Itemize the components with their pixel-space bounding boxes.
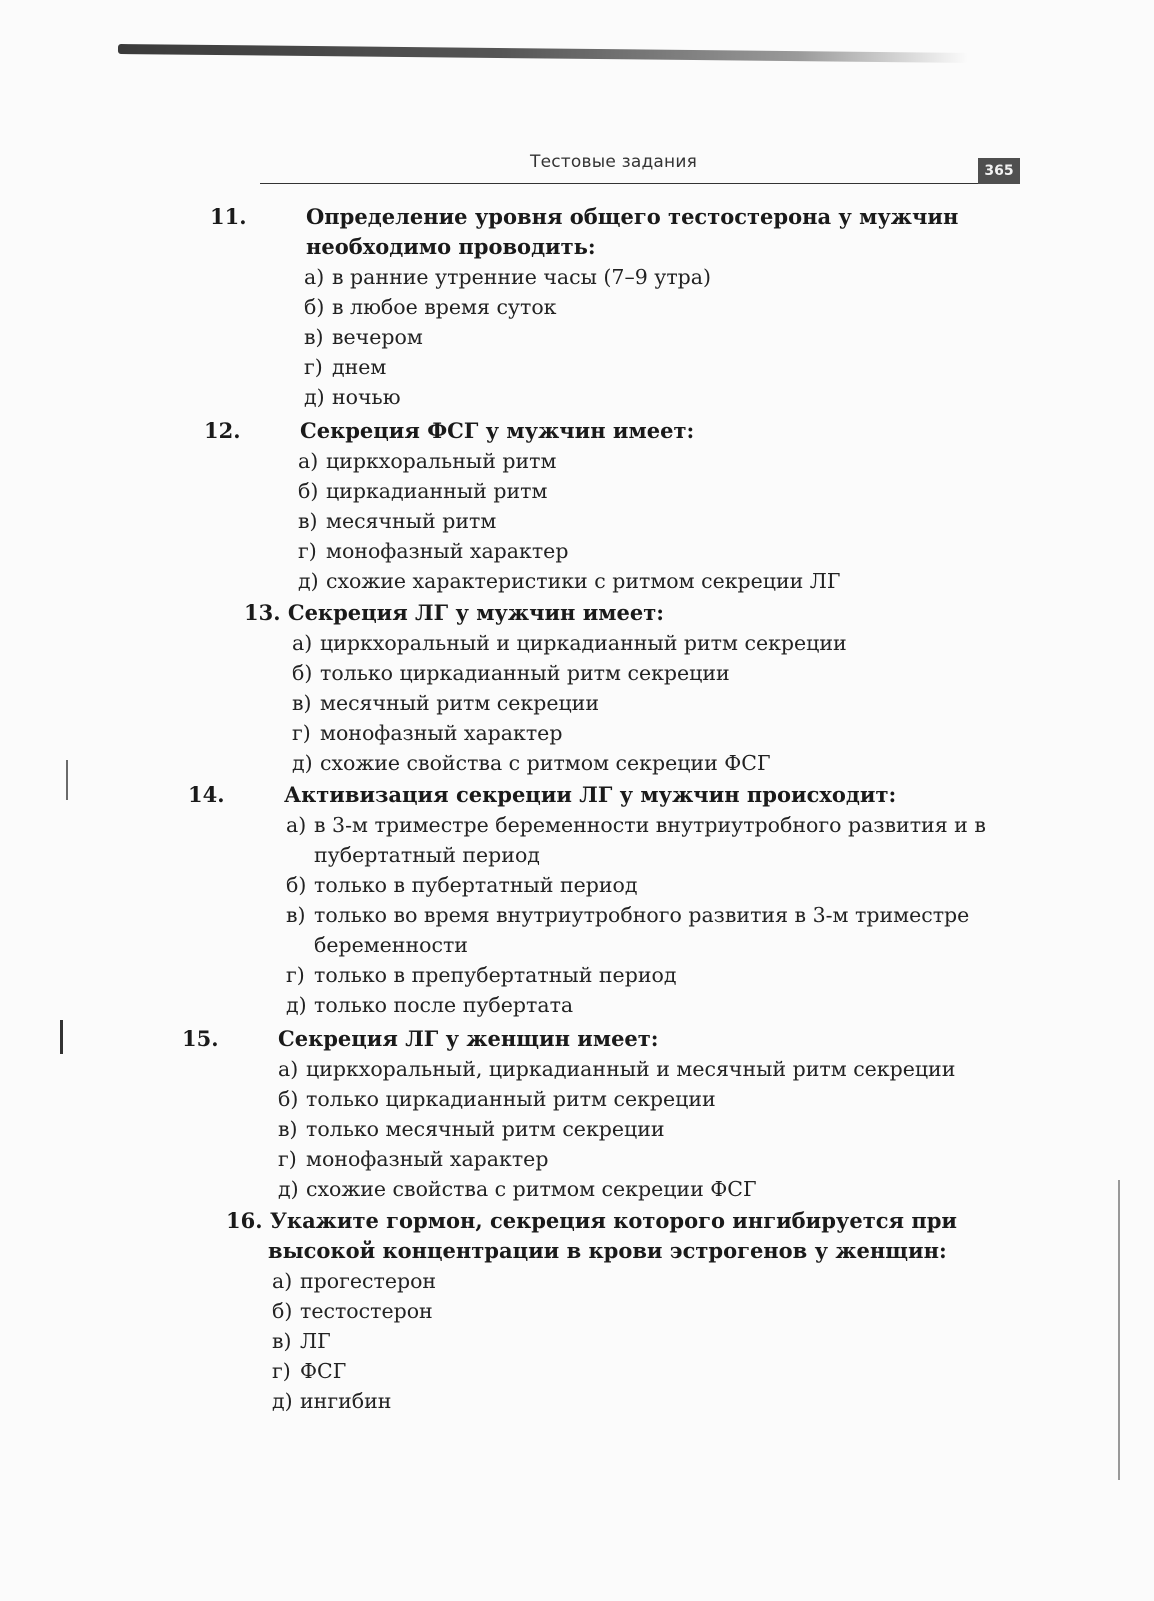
option-item bbox=[286, 990, 986, 1020]
option-letter: д) bbox=[272, 1389, 293, 1413]
option-letter: г) bbox=[304, 355, 323, 379]
question-number: 14. bbox=[188, 782, 225, 807]
option-text: только месячный ритм секреции bbox=[306, 1117, 665, 1141]
option-item bbox=[272, 1326, 986, 1356]
question-number: 11. bbox=[210, 204, 247, 229]
option-item bbox=[298, 446, 1012, 476]
option-item bbox=[304, 382, 1008, 412]
option-text: циркхоральный ритм bbox=[326, 449, 557, 473]
question-text: Укажите гормон, секреция которого ингибируется при высокой концентрации в крови эстрогенов у женщин: bbox=[268, 1208, 957, 1263]
option-letter: а) bbox=[286, 813, 307, 837]
option-letter: б) bbox=[286, 873, 307, 897]
option-text: днем bbox=[332, 355, 387, 379]
option-text: только циркадианный ритм секреции bbox=[320, 661, 730, 685]
option-item bbox=[304, 262, 1008, 292]
option-item bbox=[298, 476, 1012, 506]
question-heading bbox=[204, 416, 1012, 446]
question-text: Секреция ЛГ у женщин имеет: bbox=[278, 1026, 659, 1051]
option-list bbox=[286, 810, 986, 1020]
option-text: месячный ритм секреции bbox=[320, 691, 599, 715]
option-letter: г) bbox=[298, 539, 317, 563]
question-number: 13. bbox=[244, 600, 281, 625]
option-item bbox=[272, 1296, 986, 1326]
option-text: тестостерон bbox=[300, 1299, 433, 1323]
option-item bbox=[298, 566, 1012, 596]
option-item bbox=[304, 352, 1008, 382]
option-text: только в препубертатный период bbox=[314, 963, 677, 987]
question-15 bbox=[182, 1024, 990, 1204]
question-heading bbox=[188, 780, 996, 810]
option-item bbox=[272, 1266, 986, 1296]
question-14 bbox=[188, 780, 996, 1020]
question-heading bbox=[244, 598, 1004, 628]
option-letter: в) bbox=[292, 691, 312, 715]
option-letter: в) bbox=[286, 903, 306, 927]
option-text: только после пубертата bbox=[314, 993, 574, 1017]
option-letter: а) bbox=[278, 1057, 299, 1081]
option-letter: д) bbox=[292, 751, 313, 775]
question-heading bbox=[210, 202, 1008, 262]
option-text: в любое время суток bbox=[332, 295, 557, 319]
option-item bbox=[292, 628, 1004, 658]
option-letter: г) bbox=[286, 963, 305, 987]
question-number: 12. bbox=[204, 418, 241, 443]
option-letter: а) bbox=[292, 631, 313, 655]
option-text: вечером bbox=[332, 325, 423, 349]
option-letter: в) bbox=[304, 325, 324, 349]
option-text: только во время внутриутробного развития в 3-м триместре беременности bbox=[314, 903, 970, 957]
option-text: циркхоральный, циркадианный и месячный ритм секреции bbox=[306, 1057, 956, 1081]
option-letter: в) bbox=[278, 1117, 298, 1141]
option-list bbox=[292, 628, 1004, 778]
option-item bbox=[278, 1144, 990, 1174]
option-text: месячный ритм bbox=[326, 509, 497, 533]
option-item bbox=[286, 810, 986, 870]
option-item bbox=[298, 506, 1012, 536]
question-heading bbox=[182, 1024, 990, 1054]
option-text: монофазный характер bbox=[306, 1147, 549, 1171]
question-13 bbox=[244, 598, 1004, 778]
option-text: в 3-м триместре беременности внутриутробного развития и в пубертатный период bbox=[314, 813, 986, 867]
question-text: Активизация секреции ЛГ у мужчин происходит: bbox=[284, 782, 897, 807]
option-letter: в) bbox=[298, 509, 318, 533]
option-item bbox=[278, 1084, 990, 1114]
option-text: только в пубертатный период bbox=[314, 873, 638, 897]
question-12 bbox=[204, 416, 1012, 596]
option-letter: а) bbox=[304, 265, 325, 289]
option-letter: б) bbox=[272, 1299, 293, 1323]
page-number-badge: 365 bbox=[978, 158, 1020, 184]
option-item bbox=[278, 1114, 990, 1144]
option-text: монофазный характер bbox=[320, 721, 563, 745]
option-letter: д) bbox=[298, 569, 319, 593]
option-text: только циркадианный ритм секреции bbox=[306, 1087, 716, 1111]
header-title: Тестовые задания bbox=[530, 152, 698, 172]
option-text: ночью bbox=[332, 385, 401, 409]
question-heading bbox=[226, 1206, 986, 1266]
option-item bbox=[292, 688, 1004, 718]
option-item bbox=[292, 658, 1004, 688]
option-item bbox=[298, 536, 1012, 566]
question-16 bbox=[226, 1206, 986, 1416]
option-text: монофазный характер bbox=[326, 539, 569, 563]
question-text: Определение уровня общего тестостерона у мужчин необходимо проводить: bbox=[306, 204, 959, 259]
question-number: 16. bbox=[226, 1208, 263, 1233]
option-item bbox=[304, 322, 1008, 352]
option-text: циркадианный ритм bbox=[326, 479, 548, 503]
option-letter: д) bbox=[304, 385, 325, 409]
option-letter: д) bbox=[278, 1177, 299, 1201]
option-letter: г) bbox=[278, 1147, 297, 1171]
option-item bbox=[286, 900, 986, 960]
option-item bbox=[272, 1386, 986, 1416]
option-letter: а) bbox=[298, 449, 319, 473]
option-list bbox=[272, 1266, 986, 1416]
option-text: схожие свойства с ритмом секреции ФСГ bbox=[306, 1177, 757, 1201]
option-text: в ранние утренние часы (7–9 утра) bbox=[332, 265, 712, 289]
option-text: ЛГ bbox=[300, 1329, 331, 1353]
option-text: схожие свойства с ритмом секреции ФСГ bbox=[320, 751, 771, 775]
option-list bbox=[298, 446, 1012, 596]
question-text: Секреция ЛГ у мужчин имеет: bbox=[287, 600, 665, 625]
option-letter: г) bbox=[292, 721, 311, 745]
option-letter: б) bbox=[292, 661, 313, 685]
option-text: циркхоральный и циркадианный ритм секреции bbox=[320, 631, 847, 655]
option-text: прогестерон bbox=[300, 1269, 437, 1293]
option-text: ингибин bbox=[300, 1389, 392, 1413]
option-item bbox=[292, 718, 1004, 748]
option-letter: б) bbox=[304, 295, 325, 319]
question-11 bbox=[210, 202, 1008, 412]
option-list bbox=[278, 1054, 990, 1204]
option-item bbox=[278, 1174, 990, 1204]
option-letter: а) bbox=[272, 1269, 293, 1293]
option-item bbox=[292, 748, 1004, 778]
question-number: 15. bbox=[182, 1026, 219, 1051]
option-item bbox=[286, 870, 986, 900]
option-item bbox=[304, 292, 1008, 322]
option-text: ФСГ bbox=[300, 1359, 347, 1383]
option-list bbox=[304, 262, 1008, 412]
option-letter: г) bbox=[272, 1359, 291, 1383]
option-letter: б) bbox=[278, 1087, 299, 1111]
option-item bbox=[272, 1356, 986, 1386]
option-text: схожие характеристики с ритмом секреции ЛГ bbox=[326, 569, 841, 593]
option-letter: в) bbox=[272, 1329, 292, 1353]
option-letter: д) bbox=[286, 993, 307, 1017]
option-letter: б) bbox=[298, 479, 319, 503]
option-item bbox=[278, 1054, 990, 1084]
option-item bbox=[286, 960, 986, 990]
question-text: Секреция ФСГ у мужчин имеет: bbox=[300, 418, 695, 443]
